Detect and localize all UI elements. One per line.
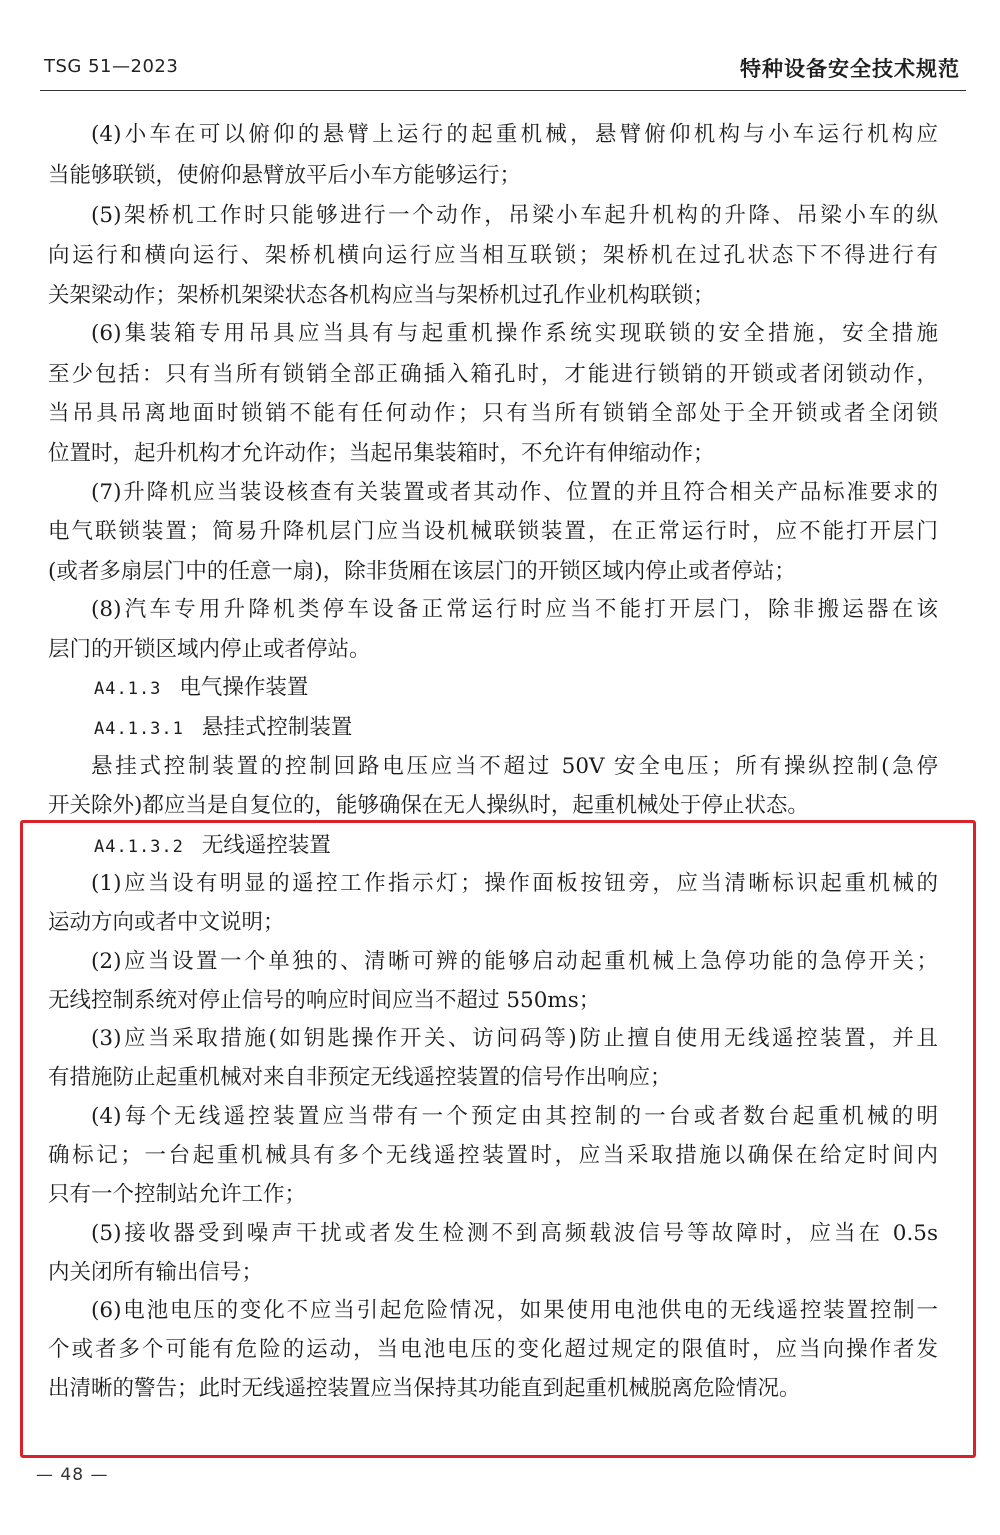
page-header (40, 50, 966, 90)
paragraph-line: 当能够联锁，使俯仰悬臂放平后小车方能够运行； (48, 163, 522, 188)
paragraph-line: (2)应当设置一个单独的、清晰可辨的能够启动起重机械上急停功能的急停开关； (91, 949, 938, 974)
paragraph-line: 当吊具吊离地面时锁销不能有任何动作；只有当所有锁销全部处于全开锁或者全闭锁 (48, 401, 938, 426)
paragraph-line: 关架梁动作；架桥机架梁状态各机构应当与架桥机过孔作业机构联锁； (48, 283, 715, 308)
paragraph-line: 至少包括：只有当所有锁销全部正确插入箱孔时，才能进行锁销的开锁或者闭锁动作， (48, 362, 938, 387)
paragraph-line: 只有一个控制站允许工作； (48, 1182, 307, 1207)
paragraph-line: 悬挂式控制装置的控制回路电压应当不超过 50V 安全电压；所有操纵控制(急停 (91, 754, 938, 779)
paragraph-line: (4)每个无线遥控装置应当带有一个预定由其控制的一台或者数台起重机械的明 (91, 1104, 938, 1129)
section-title: 悬挂式控制装置 (201, 715, 353, 740)
paragraph-line: (6)集装箱专用吊具应当具有与起重机操作系统实现联锁的安全措施，安全措施 (91, 321, 938, 346)
section-title: 电气操作装置 (179, 675, 309, 700)
subsection-heading (94, 832, 331, 861)
page-number: — 48 — (36, 1465, 109, 1485)
section-number: A4.1.3.1 (94, 719, 184, 739)
paragraph-line: 无线控制系统对停止信号的响应时间应当不超过 550ms； (48, 988, 601, 1013)
paragraph-line: 个或者多个可能有危险的运动，当电池电压的变化超过规定的限值时，应当向操作者发 (48, 1337, 938, 1362)
paragraph-line: (3)应当采取措施(如钥匙操作开关、访问码等)防止擅自使用无线遥控装置，并且 (91, 1026, 938, 1051)
paragraph-line: 出清晰的警告；此时无线遥控装置应当保持其功能直到起重机械脱离危险情况。 (48, 1376, 801, 1401)
header-divider (40, 90, 966, 91)
paragraph-line: 开关除外)都应当是自复位的，能够确保在无人操纵时，起重机械处于停止状态。 (48, 793, 809, 818)
paragraph-line: (8)汽车专用升降机类停车设备正常运行时应当不能打开层门，除非搬运器在该 (91, 597, 938, 622)
paragraph-line: (4)小车在可以俯仰的悬臂上运行的起重机械，悬臂俯仰机构与小车运行机构应 (91, 122, 938, 147)
series-title: 特种设备安全技术规范 (740, 57, 960, 81)
paragraph-line: (5)架桥机工作时只能够进行一个动作，吊梁小车起升机构的升降、吊梁小车的纵 (91, 203, 938, 228)
section-title: 无线遥控装置 (201, 833, 331, 858)
section-number: A4.1.3 (94, 679, 162, 699)
subsection-heading (94, 714, 352, 743)
section-number: A4.1.3.2 (94, 837, 184, 857)
paragraph-line: 电气联锁装置；简易升降机层门应当设机械联锁装置，在正常运行时，应不能打开层门 (48, 519, 938, 544)
paragraph-line: 运动方向或者中文说明； (48, 910, 285, 935)
paragraph-line: 内关闭所有输出信号； (48, 1260, 264, 1285)
paragraph-line: (5)接收器受到噪声干扰或者发生检测不到高频载波信号等故障时，应当在 0.5s (91, 1221, 938, 1246)
paragraph-line: 位置时，起升机构才允许动作；当起吊集装箱时，不允许有伸缩动作； (48, 441, 715, 466)
document-code: TSG 51—2023 (44, 56, 179, 77)
paragraph-line: (或者多扇层门中的任意一扇)，除非货厢在该层门的开锁区域内停止或者停站； (48, 559, 796, 584)
paragraph-line: (1)应当设有明显的遥控工作指示灯；操作面板按钮旁，应当清晰标识起重机械的 (91, 871, 938, 896)
paragraph-line: 确标记；一台起重机械具有多个无线遥控装置时，应当采取措施以确保在给定时间内 (48, 1143, 938, 1168)
paragraph-line: (6)电池电压的变化不应当引起危险情况，如果使用电池供电的无线遥控装置控制一 (91, 1298, 938, 1323)
paragraph-line: 层门的开锁区域内停止或者停站。 (48, 637, 371, 662)
paragraph-line: (7)升降机应当装设核查有关装置或者其动作、位置的并且符合相关产品标准要求的 (91, 480, 938, 505)
paragraph-line: 有措施防止起重机械对来自非预定无线遥控装置的信号作出响应； (48, 1065, 672, 1090)
paragraph-line: 向运行和横向运行、架桥机横向运行应当相互联锁；架桥机在过孔状态下不得进行有 (48, 243, 938, 268)
section-heading (94, 674, 308, 703)
